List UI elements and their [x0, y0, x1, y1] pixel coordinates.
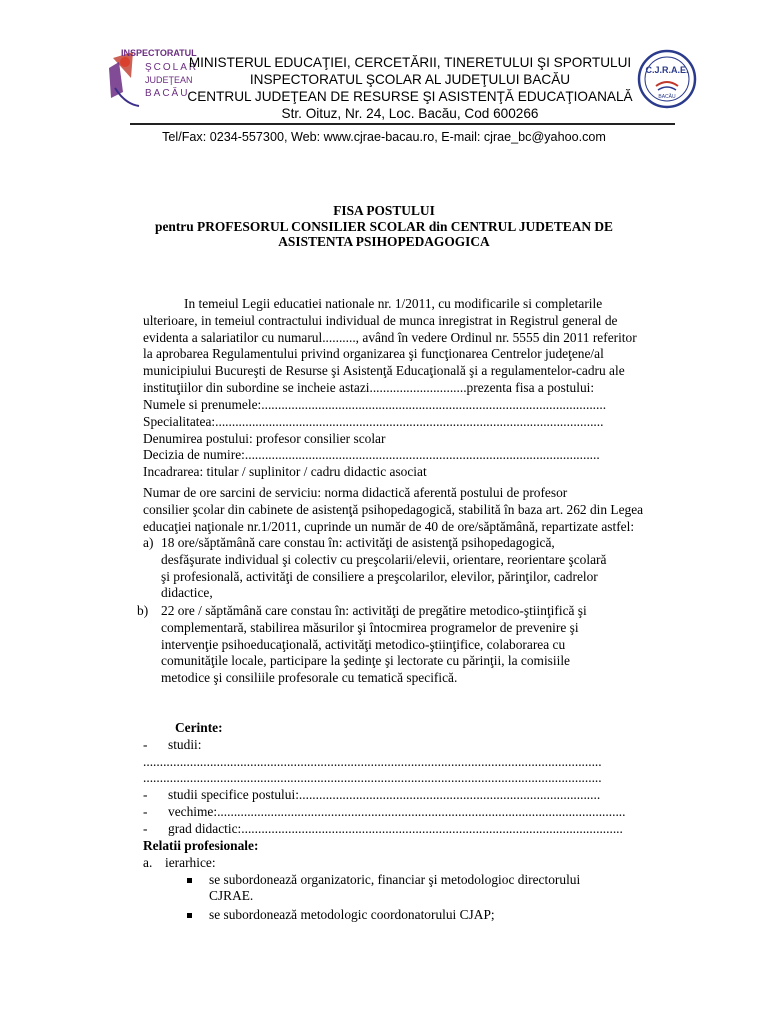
relatii-bullet-1-line-1: se subordonează organizatoric, financiar şi metodologioc directorului: [209, 871, 581, 887]
norma-line-3: educaţiei naţionale nr.1/2011, cuprinde un număr de 40 de ore/săptămână, repartizate astfel:: [143, 518, 635, 534]
intro-line-5: municipiului Bucureşti de Resurse şi Asistenţă Educaţională şi a regulamentelor-cadru ale: [143, 363, 625, 379]
intro-line-1: In temeiul Legii educatiei nationale nr. 1/2011, cu modificarile si completarile: [184, 296, 603, 311]
intro-line-4: la aprobarea Regulamentului privind organizarea şi funcţionarea Centrelor judeţene/al: [143, 346, 604, 362]
intro-line-3: evidenta a salariatilor cu numarul.........., având în vedere Ordinul nr. 5555 din 2011 referitor: [143, 329, 637, 345]
item-b-label: b): [137, 603, 149, 618]
title-line-2: pentru PROFESORUL CONSILIER SCOLAR din CENTRUL JUDETEAN DE: [155, 218, 613, 234]
logo-left-text-4: BACĂU: [145, 88, 190, 99]
header-contact: Tel/Fax: 0234-557300, Web: www.cjrae-bacau.ro, E-mail: cjrae_bc@yahoo.com: [162, 130, 606, 144]
square-bullet-icon: [187, 913, 192, 918]
item-b-line-3: intervenţie psihoeducaţională, activităţi metodico-ştiinţifice, colaborarea cu: [161, 636, 566, 652]
item-a-line-3: şi profesională, activităţi de consiliere a preşcolarilor, elevilor, părinţilor, cadrelor: [161, 568, 598, 584]
header-inspectorate: INSPECTORATUL ŞCOLAR AL JUDEŢULUI BACĂU: [249, 72, 571, 87]
item-a-line-4: didactice,: [161, 585, 213, 601]
cerinte-grad: [143, 821, 676, 838]
item-a-label: a): [143, 535, 154, 550]
relatii-a: [143, 855, 676, 872]
item-a: [143, 535, 676, 602]
intro-paragraph: [143, 296, 676, 397]
cerinte-vechime: [143, 804, 676, 821]
dash: -: [143, 803, 148, 819]
logo-right-text: C.J.R.A.E.: [645, 65, 689, 75]
field-nume: Numele si prenumele:.......................................................................................................: [143, 397, 607, 412]
relatii-bullet-1: [209, 872, 676, 889]
logo-left-text-2: ŞCOLAR: [145, 62, 199, 73]
institution-header: [180, 54, 640, 122]
header-center: CENTRUL JUDEŢEAN DE RESURSE ŞI ASISTENŢĂ EDUCAŢIOANALĂ: [187, 89, 633, 104]
relatii-heading: Relatii profesionale:: [143, 838, 259, 853]
relatii-a-text: ierarhice:: [165, 854, 216, 870]
intro-line-2: ulterioare, in temeiul contractului individual de munca inregistrat in Registrul general de: [143, 312, 618, 328]
relatii-bullet-2-text: se subordonează metodologic coordonatorului CJAP;: [209, 907, 495, 923]
field-specialitatea: Specialitatea:....................................................................................................................: [143, 413, 604, 429]
title-line-3: ASISTENTA PSIHOPEDAGOGICA: [278, 234, 490, 249]
post-fields: [143, 397, 676, 481]
title-line-1: FISA POSTULUI: [333, 203, 435, 218]
item-b-line-1: 22 ore / săptămână care constau în: activităţi de pregătire metodico-ştiinţifică şi: [161, 603, 587, 618]
norma-line-1: Numar de ore sarcini de serviciu: norma didactică aferentă postului de profesor: [143, 485, 568, 500]
cerinte-dots-2: .........................................................................................................................................: [143, 770, 602, 786]
cjrae-logo-graphic: [636, 48, 698, 110]
header-divider: [130, 123, 675, 125]
item-a-line-2: desfăşurate individual şi colectiv cu preşcolarii/elevii, orientare, reorientare şcolară: [161, 551, 607, 567]
intro-line-6: instituţiilor din subordine se incheie astazi.............................prezenta fisa a postului:: [143, 379, 595, 395]
field-incadrarea: Incadrarea: titular / suplinitor / cadru didactic asociat: [143, 464, 427, 480]
cerinte-section: [143, 720, 676, 838]
relatii-bullets: [143, 872, 676, 924]
header-address: Str. Oituz, Nr. 24, Loc. Bacău, Cod 600266: [281, 106, 539, 121]
cerinte-heading: Cerinte:: [175, 720, 223, 735]
relatii-bullet-2: [209, 907, 676, 924]
cerinte-studii: [143, 737, 676, 754]
cerinte-dots-1: .........................................................................................................................................: [143, 753, 602, 769]
square-bullet-icon: [187, 878, 192, 883]
item-a-line-1: 18 ore/săptămână care constau în: activităţi de asistenţă psihopedagogică,: [161, 535, 555, 550]
item-b: [137, 603, 677, 687]
document-title: [100, 203, 668, 250]
item-b-line-5: metodice şi consiliile profesorale cu tematică specifică.: [161, 670, 458, 686]
relatii-a-label: a.: [143, 854, 153, 870]
item-b-line-4: comunităţile locale, participare la şedinţe şi lectorate cu părinţii, la comisiile: [161, 653, 570, 669]
field-decizia: Decizia de numire:..........................................................................................................: [143, 447, 600, 463]
dash: -: [143, 820, 148, 836]
cerinte-studii-specifice-label: studii specifice postului:..........................................................................................: [168, 787, 601, 803]
cjrae-logo: [636, 48, 698, 110]
cerinte-studii-specifice: [143, 787, 676, 804]
relatii-section: [143, 838, 676, 924]
field-denumirea: Denumirea postului: profesor consilier scolar: [143, 430, 386, 446]
cerinte-vechime-label: vechime:..........................................................................................................................: [168, 803, 626, 819]
logo-left-text-3: JUDEŢEAN: [145, 75, 193, 85]
logo-right-sub: BACĂU: [658, 94, 676, 100]
logo-left-text-1: INSPECTORATUL: [121, 48, 197, 58]
cerinte-grad-label: grad didactic:..................................................................................................................: [168, 820, 623, 836]
header-ministry: MINISTERUL EDUCAŢIEI, CERCETĂRII, TINERETULUI ŞI SPORTULUI: [188, 55, 632, 70]
item-b-line-2: complementară, stabilirea măsurilor şi întocmirea programelor de prevenire şi: [161, 619, 579, 635]
relatii-bullet-1-line-2: CJRAE.: [209, 888, 254, 904]
norma-paragraph: [143, 485, 676, 535]
dash: -: [143, 736, 148, 752]
cerinte-studii-label: studii:: [168, 736, 202, 752]
dash: -: [143, 787, 148, 803]
norma-line-2: consilier şcolar din cabinete de asistenţă psihopedagogică, stabilită în baza art. 262 din Legea: [143, 501, 644, 517]
